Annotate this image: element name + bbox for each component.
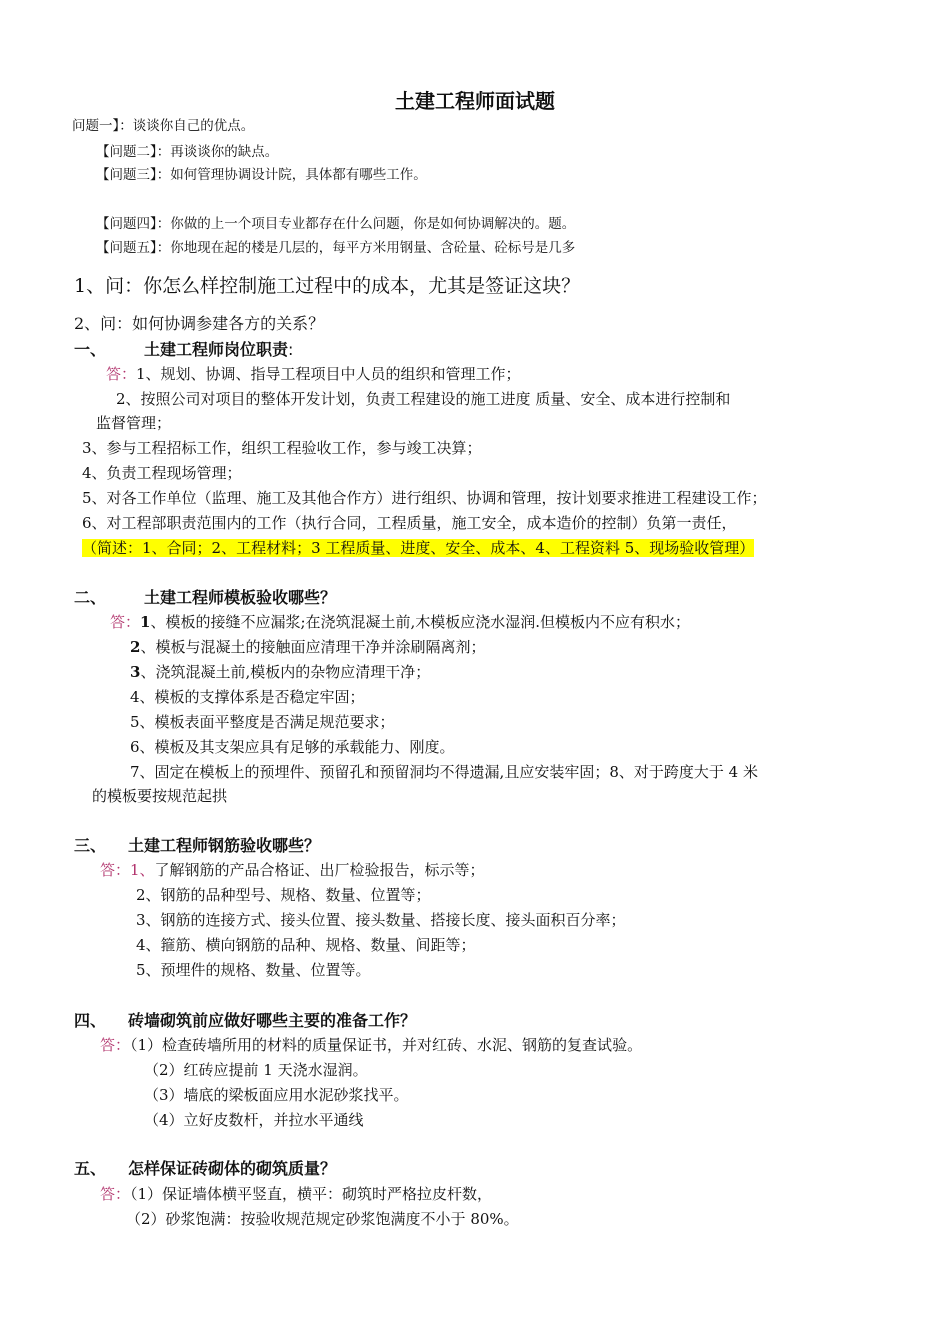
section-2-line-8: 的模板要按规范起拱 (92, 787, 228, 805)
section-2-line-1: 答：1、模板的接缝不应漏浆;在浇筑混凝土前,木模板应浇水湿润.但模板内不应有积水； (110, 613, 691, 631)
section-5-line-2: （2）砂浆饱满：按验收规范规定砂浆饱满度不小于 80%。 (126, 1210, 519, 1228)
section-2-heading (74, 588, 336, 608)
interview-question-1: 1、问：你怎么样控制施工过程中的成本，尤其是签证这块？ (74, 275, 581, 297)
section-1-line-2: 2、按照公司对项目的整体开发计划，负责工程建设的施工进度 质量、安全、成本进行控制和 (116, 390, 731, 408)
section-1-line-7: 6、对工程部职责范围内的工作（执行合同，工程质量，施工安全，成本造价的控制）负第一责任， (82, 514, 737, 532)
question-4: 【问题四】：你做的上一个项目专业都存在什么问题，你是如何协调解决的。题。 (96, 216, 576, 232)
section-3-line-1: 答：1、了解钢筋的产品合格证、出厂检验报告，标示等； (100, 861, 485, 879)
section-4-title: 砖墙砌筑前应做好哪些主要的准备工作？ (128, 1011, 417, 1030)
section-3-title: 土建工程师钢筋验收哪些？ (128, 836, 321, 855)
question-5: 【问题五】：你地现在起的楼是几层的，每平方米用钢量、含砼量、砼标号是几多 (96, 240, 576, 256)
answer-label: 答：1、 (100, 861, 155, 879)
section-5-title: 怎样保证砖砌体的砌筑质量？ (128, 1159, 337, 1178)
section-4-number: 四、 (74, 1011, 107, 1030)
section-1-summary (82, 538, 754, 558)
section-5-heading (74, 1159, 336, 1179)
section-1-title: 土建工程师岗位职责 (144, 340, 289, 359)
section-4-line-2: （2）红砖应提前 1 天浇水湿润。 (144, 1061, 368, 1079)
section-4-line-3: （3）墙底的梁板面应用水泥砂浆找平。 (144, 1086, 409, 1104)
highlighted-summary: （简述：1、合同；2、工程材料；3 工程质量、进度、安全、成本、4、工程资料 5、现场验收管理） (82, 539, 755, 557)
section-1-number: 一、 (74, 340, 107, 359)
section-2-line-6: 6、模板及其支架应具有足够的承载能力、刚度。 (130, 738, 455, 756)
section-1-title-suffix: : (288, 340, 294, 359)
question-3: 【问题三】：如何管理协调设计院，具体都有哪些工作。 (96, 167, 427, 183)
section-2-line-5: 5、模板表面平整度是否满足规范要求； (130, 713, 395, 731)
section-2-title: 土建工程师模板验收哪些？ (144, 588, 337, 607)
section-3-line-3: 3、钢筋的连接方式、接头位置、接头数量、搭接长度、接头面积百分率； (136, 911, 626, 929)
section-2-line-2: 2、模板与混凝土的接触面应清理干净并涂刷隔离剂； (130, 638, 486, 656)
interview-question-2: 2、问：如何协调参建各方的关系？ (74, 314, 325, 333)
section-5-line-1: 答：（1）保证墙体横平竖直，横平：砌筑时严格拉皮杆数， (100, 1185, 493, 1203)
answer-label: 答： (100, 1185, 131, 1203)
section-3-number: 三、 (74, 836, 107, 855)
page-title: 土建工程师面试题 (395, 89, 555, 113)
section-2-line-7: 7、固定在模板上的预埋件、预留孔和预留洞均不得遗漏,且应安装牢固；8、对于跨度大于 4 米 (130, 763, 758, 781)
question-1: 问题一】：谈谈你自己的优点。 (72, 118, 255, 134)
section-4-line-4: （4）立好皮数杆，并拉水平通线 (144, 1111, 364, 1129)
answer-label: 答： (110, 613, 141, 631)
section-1-line-1: 答：1、规划、协调、指导工程项目中人员的组织和管理工作； (106, 365, 521, 383)
section-3-line-5: 5、预埋件的规格、数量、位置等。 (136, 961, 371, 979)
section-1-line-3: 监督管理； (96, 414, 172, 432)
section-5-number: 五、 (74, 1159, 107, 1178)
section-4-heading (74, 1011, 416, 1031)
section-3-line-4: 4、箍筋、横向钢筋的品种、规格、数量、间距等； (136, 936, 476, 954)
section-1-line-5: 4、负责工程现场管理； (82, 464, 242, 482)
section-1-line-4: 3、参与工程招标工作，组织工程验收工作，参与竣工决算； (82, 439, 482, 457)
question-2: 【问题二】：再谈谈你的缺点。 (96, 144, 279, 160)
section-4-line-1: 答：（1）检查砖墙所用的材料的质量保证书，并对红砖、水泥、钢筋的复查试验。 (100, 1036, 643, 1054)
answer-label: 答： (106, 365, 137, 383)
section-2-number: 二、 (74, 588, 107, 607)
section-3-heading (74, 836, 320, 856)
answer-label: 答： (100, 1036, 131, 1054)
section-1-heading (74, 340, 293, 360)
section-2-line-3: 3、浇筑混凝土前,模板内的杂物应清理干净； (130, 663, 431, 681)
section-3-line-2: 2、钢筋的品种型号、规格、数量、位置等； (136, 886, 431, 904)
section-2-line-4: 4、模板的支撑体系是否稳定牢固； (130, 688, 365, 706)
section-1-line-6: 5、对各工作单位（监理、施工及其他合作方）进行组织、协调和管理，按计划要求推进工程建设工作； (82, 489, 767, 507)
